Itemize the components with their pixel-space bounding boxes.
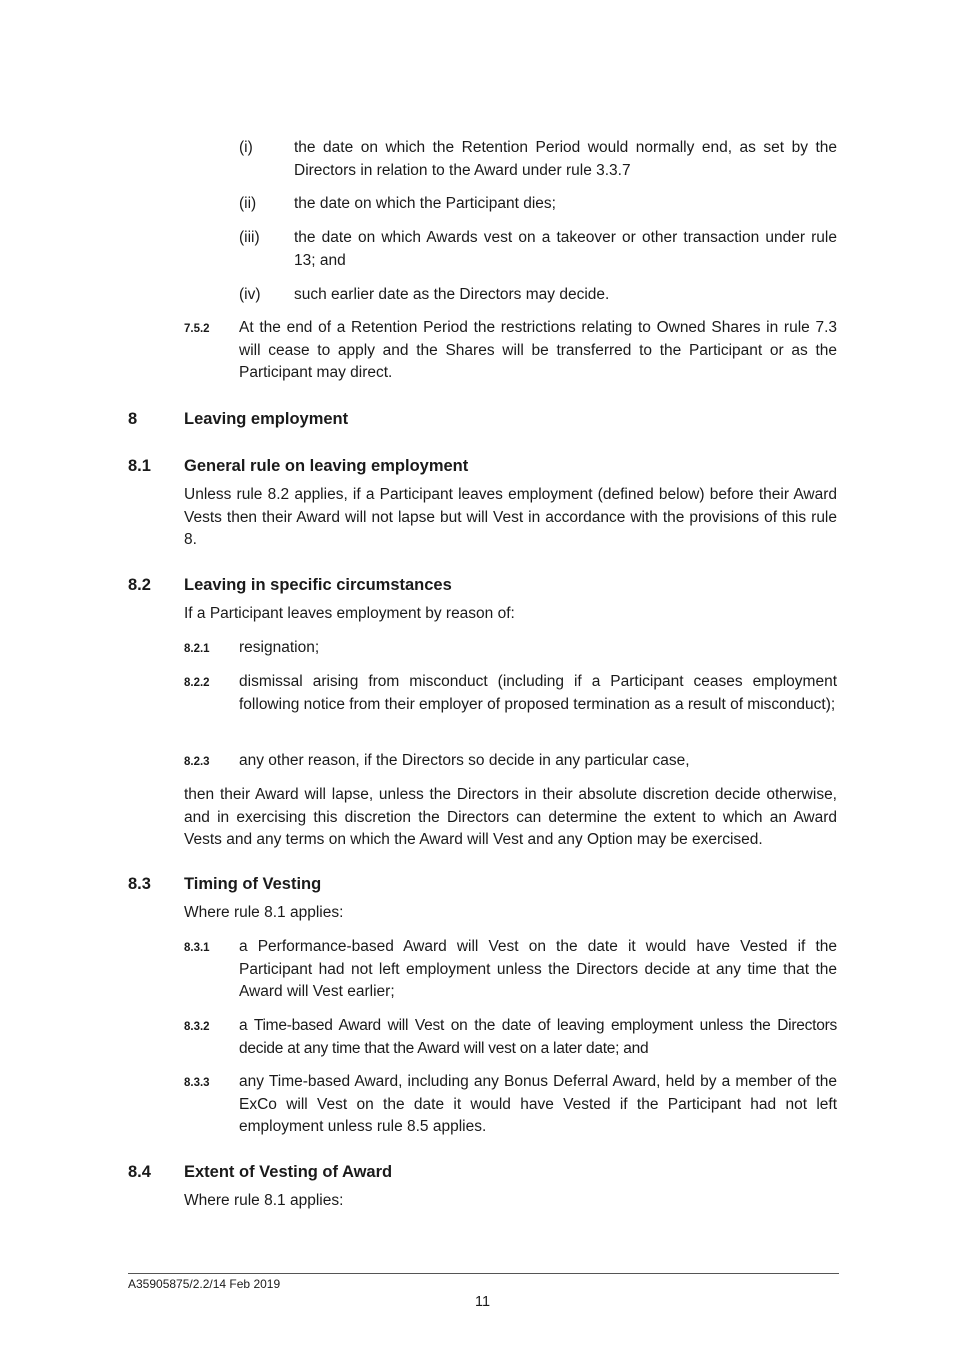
clause-text: any Time-based Award, including any Bonus Deferral Award, held by a member of the ExCo will Vest on the date it would have Vested if the Participant had not left employment unless rule 8.5 applies.: [239, 1073, 837, 1135]
item-label: (ii): [239, 195, 257, 212]
section-intro: Where rule 8.1 applies:: [184, 904, 344, 921]
clause-number: 8.3.1: [184, 942, 210, 954]
clause-text: dismissal arising from misconduct (including if a Participant ceases employment following notice from their employer of proposed termination as a result of misconduct);: [239, 673, 837, 713]
item-label: (iii): [239, 229, 260, 246]
section-title: General rule on leaving employment: [184, 457, 469, 475]
clause-number: 8.3.3: [184, 1077, 210, 1089]
clause-text: a Time-based Award will Vest on the date of leaving employment unless the Directors decide at any time that the Award will vest on a later date; and: [239, 1017, 837, 1057]
item-label: (iv): [239, 286, 261, 303]
section-intro: Where rule 8.1 applies:: [184, 1192, 344, 1209]
clause-text: resignation;: [239, 639, 320, 656]
section-number: 8.1: [128, 457, 151, 475]
clause-text: any other reason, if the Directors so decide in any particular case,: [239, 752, 690, 769]
section-title: Leaving employment: [184, 410, 349, 428]
section-title: Leaving in specific circumstances: [184, 576, 452, 594]
section-number: 8.2: [128, 576, 151, 594]
section-title: Extent of Vesting of Award: [184, 1163, 393, 1181]
clause-number: 8.2.2: [184, 677, 210, 689]
section-number: 8: [128, 410, 138, 428]
item-text: the date on which Awards vest on a takeover or other transaction under rule 13; and: [294, 229, 837, 269]
item-label: (i): [239, 139, 253, 156]
clause-text: At the end of a Retention Period the restrictions relating to Owned Shares in rule 7.3 will cease to apply and the Shares will be transferred to the Participant or as the Participant may direct.: [239, 319, 837, 381]
section-closing: then their Award will lapse, unless the Directors in their absolute discretion decide otherwise, and in exercising this discretion the Directors can determine the extent to which an Award Vests and any terms on which the Award will Vest and any Option may be exercised.: [184, 786, 837, 848]
item-text: the date on which the Retention Period would normally end, as set by the Directors in relation to the Award under rule 3.3.7: [294, 139, 837, 179]
section-number: 8.3: [128, 875, 151, 893]
clause-text: a Performance-based Award will Vest on the date it would have Vested if the Participant had not left employment unless the Directors decide at any time that the Award will Vest earlier;: [239, 938, 837, 1000]
section-intro: If a Participant leaves employment by reason of:: [184, 605, 515, 622]
clause-number: 7.5.2: [184, 323, 210, 335]
page-number: 11: [474, 1294, 491, 1310]
section-number: 8.4: [128, 1163, 151, 1181]
section-text: Unless rule 8.2 applies, if a Participant leaves employment (defined below) before their Award Vests then their Award will not lapse but will Vest in accordance with the provisions of this rule 8.: [184, 486, 837, 548]
item-text: such earlier date as the Directors may decide.: [294, 286, 610, 303]
document-reference: A35905875/2.2/14 Feb 2019: [128, 1277, 281, 1291]
clause-number: 8.2.3: [184, 756, 210, 768]
clause-number: 8.3.2: [184, 1021, 210, 1033]
clause-number: 8.2.1: [184, 643, 210, 655]
section-title: Timing of Vesting: [184, 875, 322, 893]
footer-divider: [128, 1273, 839, 1274]
item-text: the date on which the Participant dies;: [294, 195, 556, 212]
